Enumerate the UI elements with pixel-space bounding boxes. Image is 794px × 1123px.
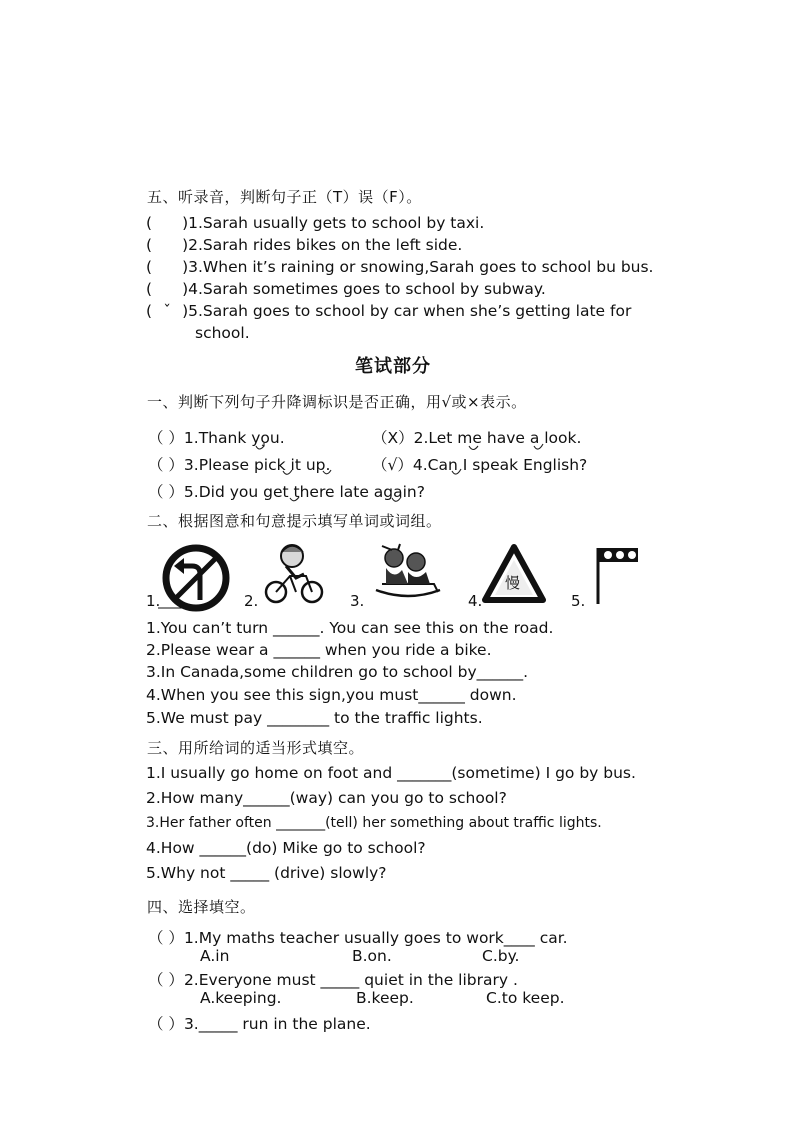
part2-heading: 二、根据图意和句意提示填写单词或词组。 (147, 512, 442, 530)
part1-heading: 一、判断下列句子升降调标识是否正确，用√或×表示。 (147, 393, 527, 411)
traffic-light-icon (594, 544, 642, 606)
form-sentence-2: 2.How many______(way) can you go to school? (146, 789, 507, 807)
list-item: ( )3.When it’s raining or snowing,Sarah goes to school bu bus. (146, 258, 654, 276)
handwritten-mark: ˇ (163, 302, 171, 320)
falling-arrow-icon (534, 444, 543, 449)
part4-heading: 四、选择填空。 (147, 898, 256, 916)
tone-question-5: （ ）5.Did you get there late again? (148, 483, 425, 501)
choice-question-2: （ ）2.Everyone must _____ quiet in the library . (148, 971, 518, 989)
underline-mark (158, 606, 188, 610)
choice-option-b: B.on. (352, 947, 392, 965)
falling-arrow-icon (323, 470, 331, 474)
list-item: ( )1.Sarah usually gets to school by taxi. (146, 214, 485, 232)
fill-sentence-1: 1.You can’t turn ______. You can see this on the road. (146, 619, 554, 637)
fill-sentence-5: 5.We must pay ________ to the traffic lights. (146, 709, 483, 727)
tone-question-3: （ ）3.Please pick it up. (148, 456, 331, 474)
fill-sentence-2: 2.Please wear a ______ when you ride a bike. (146, 641, 492, 659)
list-item: ( )4.Sarah sometimes goes to school by subway. (146, 280, 546, 298)
rising-arrow-icon (392, 497, 401, 501)
part3-heading: 三、用所给词的适当形式填空。 (147, 739, 365, 757)
choice-option-a: A.keeping. (200, 989, 282, 1007)
section5-heading: 五、听录音，判断句子正（T）误（F）。 (147, 188, 422, 206)
form-sentence-3: 3.Her father often _______(tell) her something about traffic lights. (146, 815, 602, 831)
tone-question-2: （X）2.Let me have a look. (372, 429, 582, 447)
choice-option-a: A.in (200, 947, 230, 965)
tone-question-1: （ ）1.Thank you. (148, 429, 285, 447)
form-sentence-1: 1.I usually go home on foot and _______(sometime) I go by bus. (146, 764, 636, 782)
picture-label-2: 2. (244, 592, 259, 610)
choice-question-1: （ ）1.My maths teacher usually goes to work____ car. (148, 929, 568, 947)
falling-arrow-icon (290, 497, 299, 501)
picture-label-5: 5. (571, 592, 586, 610)
children-on-sled-icon (372, 540, 444, 606)
choice-option-c: C.by. (482, 947, 520, 965)
rising-arrow-icon (283, 470, 292, 474)
fill-sentence-4: 4.When you see this sign,you must______ down. (146, 686, 517, 704)
rising-arrow-icon (256, 443, 264, 449)
choice-option-b: B.keep. (356, 989, 414, 1007)
form-sentence-5: 5.Why not _____ (drive) slowly? (146, 864, 387, 882)
picture-label-1: 1. (146, 592, 161, 610)
choice-question-3: （ ）3._____ run in the plane. (148, 1015, 371, 1033)
fill-sentence-3: 3.In Canada,some children go to school by______. (146, 663, 529, 681)
rising-arrow-icon (452, 469, 461, 474)
list-item-continuation: school. (195, 324, 250, 342)
picture-label-3: 3. (350, 592, 365, 610)
tone-question-4: （√）4.Can I speak English? (372, 456, 588, 474)
choice-option-c: C.to keep. (486, 989, 565, 1007)
sign-character: 慢 (505, 574, 521, 592)
section-title: 笔试部分 (355, 356, 431, 377)
rising-arrow-icon (469, 446, 478, 450)
list-item: ( )2.Sarah rides bikes on the left side. (146, 236, 463, 254)
child-on-bike-with-helmet-icon (262, 540, 326, 606)
picture-label-4: 4. (468, 592, 483, 610)
form-sentence-4: 4.How ______(do) Mike go to school? (146, 839, 426, 857)
list-item: ( ˇ )5.Sarah goes to school by car when she’s getting late for (146, 302, 632, 320)
